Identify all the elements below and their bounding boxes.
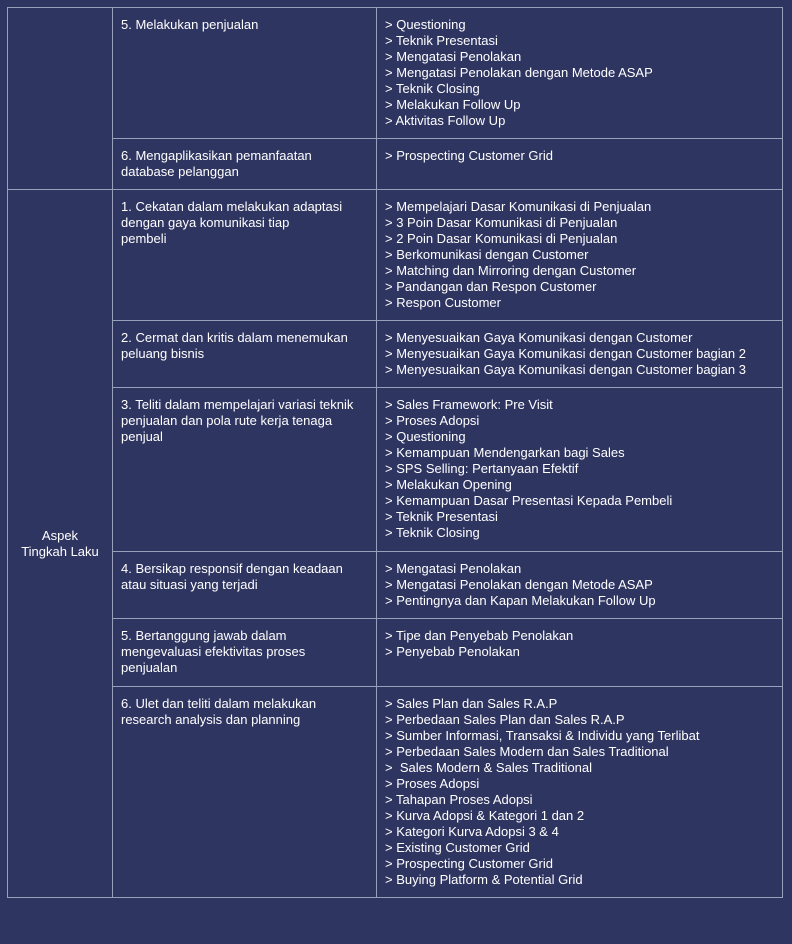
topic-item: > Sumber Informasi, Transaksi & Individu yang Terlibat bbox=[385, 728, 700, 743]
topic-item: > Prospecting Customer Grid bbox=[385, 148, 553, 163]
competency-cell bbox=[113, 321, 377, 388]
topic-item: > Penyebab Penolakan bbox=[385, 644, 520, 659]
topic-item: > Aktivitas Follow Up bbox=[385, 113, 506, 128]
empty-aspect-cell bbox=[8, 8, 113, 190]
competency-text: penjual bbox=[121, 429, 163, 444]
topic-item: > Sales Framework: Pre Visit bbox=[385, 397, 553, 412]
topic-item: > Kemampuan Mendengarkan bagi Sales bbox=[385, 445, 625, 460]
topics-cell bbox=[377, 190, 783, 321]
competency-cell bbox=[113, 190, 377, 321]
competency-text: penjualan bbox=[121, 660, 178, 675]
competency-text: dengan gaya komunikasi tiap bbox=[121, 215, 290, 230]
topic-item: > Respon Customer bbox=[385, 295, 501, 310]
topic-item: > SPS Selling: Pertanyaan Efektif bbox=[385, 461, 579, 476]
topic-item: > Matching dan Mirroring dengan Customer bbox=[385, 263, 637, 278]
competency-cell bbox=[113, 552, 377, 619]
aspect-label: Tingkah Laku bbox=[21, 543, 99, 559]
topics-cell bbox=[377, 388, 783, 552]
aspect-cell bbox=[8, 190, 113, 898]
competency-cell bbox=[113, 388, 377, 552]
topic-item: > Questioning bbox=[385, 429, 466, 444]
topic-item: > Teknik Presentasi bbox=[385, 509, 498, 524]
topic-item: > Mengatasi Penolakan dengan Metode ASAP bbox=[385, 65, 653, 80]
competency-table bbox=[7, 7, 783, 898]
competency-text: mengevaluasi efektivitas proses bbox=[121, 644, 306, 659]
topic-item: > Perbedaan Sales Modern dan Sales Traditional bbox=[385, 744, 669, 759]
competency-text: 6. Mengaplikasikan pemanfaatan bbox=[121, 148, 312, 163]
table-row bbox=[8, 388, 783, 552]
aspect-label: Aspek bbox=[41, 527, 79, 543]
competency-cell bbox=[113, 619, 377, 687]
competency-text: atau situasi yang terjadi bbox=[121, 577, 258, 592]
topics-cell bbox=[377, 139, 783, 190]
topic-item: > Mengatasi Penolakan bbox=[385, 561, 522, 576]
topic-item: > Menyesuaikan Gaya Komunikasi dengan Customer bagian 2 bbox=[385, 346, 746, 361]
topic-item: > Sales Modern & Sales Traditional bbox=[385, 760, 593, 775]
topic-item: > Existing Customer Grid bbox=[385, 840, 530, 855]
competency-cell bbox=[113, 8, 377, 139]
competency-text: penjualan dan pola rute kerja tenaga bbox=[121, 413, 333, 428]
topic-item: > Mengatasi Penolakan dengan Metode ASAP bbox=[385, 577, 653, 592]
table-row bbox=[8, 687, 783, 898]
topic-item: > Questioning bbox=[385, 17, 466, 32]
competency-text: pembeli bbox=[121, 231, 167, 246]
competency-text: 1. Cekatan dalam melakukan adaptasi bbox=[121, 199, 343, 214]
competency-text: database pelanggan bbox=[121, 164, 239, 179]
topic-item: > Sales Plan dan Sales R.A.P bbox=[385, 696, 558, 711]
topics-cell bbox=[377, 619, 783, 687]
table-row bbox=[8, 552, 783, 619]
topic-item: > Melakukan Follow Up bbox=[385, 97, 521, 112]
topic-item: > Menyesuaikan Gaya Komunikasi dengan Customer bagian 3 bbox=[385, 362, 746, 377]
competency-text: 3. Teliti dalam mempelajari variasi teknik bbox=[121, 397, 354, 412]
topic-item: > Menyesuaikan Gaya Komunikasi dengan Customer bbox=[385, 330, 693, 345]
topic-item: > Pentingnya dan Kapan Melakukan Follow Up bbox=[385, 593, 656, 608]
competency-cell bbox=[113, 139, 377, 190]
topic-item: > Kurva Adopsi & Kategori 1 dan 2 bbox=[385, 808, 585, 823]
topic-item: > Mengatasi Penolakan bbox=[385, 49, 522, 64]
table-row bbox=[8, 619, 783, 687]
topic-item: > Kategori Kurva Adopsi 3 & 4 bbox=[385, 824, 559, 839]
topic-item: > Melakukan Opening bbox=[385, 477, 512, 492]
topic-item: > Mempelajari Dasar Komunikasi di Penjualan bbox=[385, 199, 652, 214]
topic-item: > Tipe dan Penyebab Penolakan bbox=[385, 628, 574, 643]
topic-item: > Teknik Closing bbox=[385, 81, 480, 96]
topic-item: > Prospecting Customer Grid bbox=[385, 856, 553, 871]
topic-item: > 3 Poin Dasar Komunikasi di Penjualan bbox=[385, 215, 618, 230]
topic-item: > Pandangan dan Respon Customer bbox=[385, 279, 597, 294]
competency-table-body bbox=[8, 8, 783, 898]
competency-cell bbox=[113, 687, 377, 898]
topic-item: > Teknik Closing bbox=[385, 525, 480, 540]
competency-text: research analysis dan planning bbox=[121, 712, 301, 727]
table-row bbox=[8, 190, 783, 321]
topics-cell bbox=[377, 8, 783, 139]
topics-cell bbox=[377, 321, 783, 388]
table-row bbox=[8, 139, 783, 190]
topic-item: > Proses Adopsi bbox=[385, 776, 480, 791]
competency-text: 2. Cermat dan kritis dalam menemukan bbox=[121, 330, 348, 345]
topic-item: > Perbedaan Sales Plan dan Sales R.A.P bbox=[385, 712, 625, 727]
table-row bbox=[8, 321, 783, 388]
topic-item: > Proses Adopsi bbox=[385, 413, 480, 428]
topic-item: > Berkomunikasi dengan Customer bbox=[385, 247, 589, 262]
topic-item: > Kemampuan Dasar Presentasi Kepada Pembeli bbox=[385, 493, 673, 508]
topic-item: > 2 Poin Dasar Komunikasi di Penjualan bbox=[385, 231, 618, 246]
competency-text: 5. Bertanggung jawab dalam bbox=[121, 628, 287, 643]
topic-item: > Buying Platform & Potential Grid bbox=[385, 872, 583, 887]
topic-item: > Teknik Presentasi bbox=[385, 33, 498, 48]
table-row bbox=[8, 8, 783, 139]
topic-item: > Tahapan Proses Adopsi bbox=[385, 792, 533, 807]
topics-cell bbox=[377, 687, 783, 898]
competency-text: 6. Ulet dan teliti dalam melakukan bbox=[121, 696, 317, 711]
topics-cell bbox=[377, 552, 783, 619]
competency-text: 5. Melakukan penjualan bbox=[121, 17, 259, 32]
competency-text: 4. Bersikap responsif dengan keadaan bbox=[121, 561, 343, 576]
competency-text: peluang bisnis bbox=[121, 346, 205, 361]
